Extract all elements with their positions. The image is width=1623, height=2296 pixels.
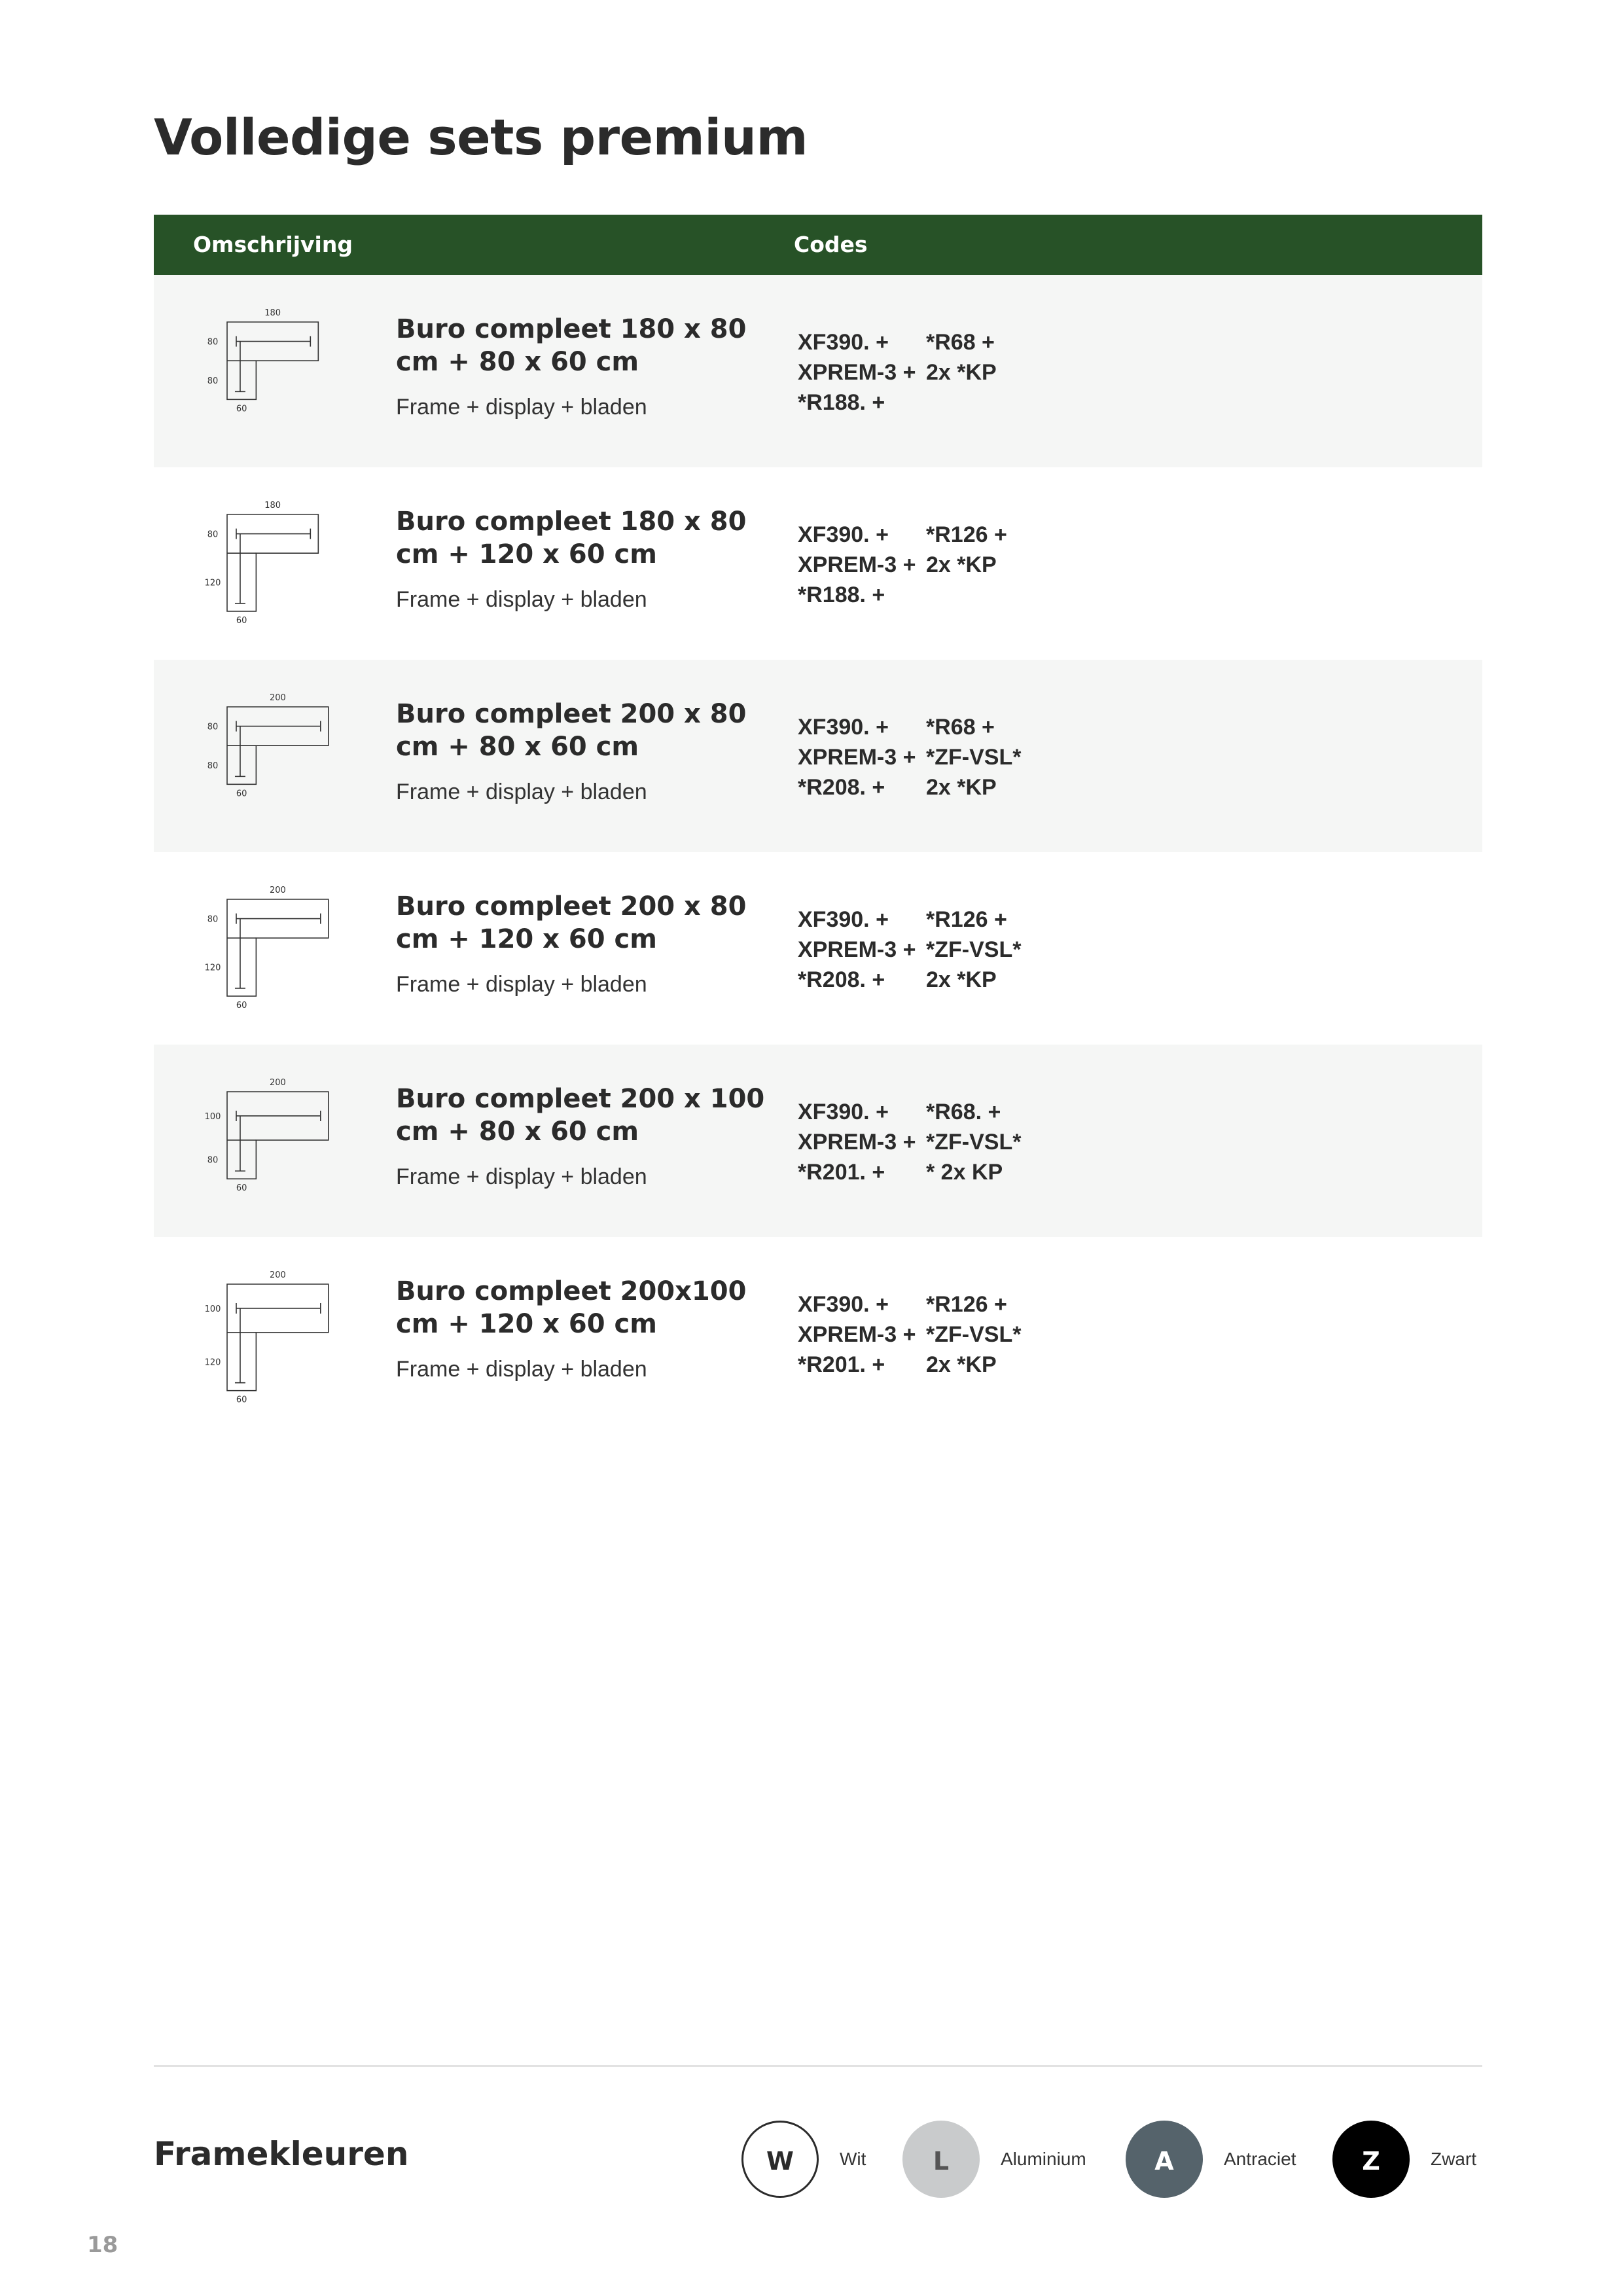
table-row <box>154 1237 1482 1429</box>
color-circle: W <box>741 2121 819 2198</box>
product-code: *R126 + <box>926 1292 1007 1317</box>
dim-label-depth: 100 <box>204 1304 221 1314</box>
product-subtitle: Frame + display + bladen <box>396 395 647 420</box>
codes-column-right <box>926 712 1021 802</box>
diagram-cell <box>193 689 337 826</box>
header-codes: Codes <box>794 232 868 257</box>
desk-outline <box>227 899 329 996</box>
dim-label-depth: 80 <box>207 529 219 540</box>
product-subtitle: Frame + display + bladen <box>396 972 647 997</box>
product-code: 2x *KP <box>926 1352 997 1377</box>
product-code: XPREM-3 + <box>798 745 916 770</box>
dim-label-return-length: 80 <box>207 1155 219 1166</box>
product-subtitle: Frame + display + bladen <box>396 1357 647 1382</box>
product-code: *R188. + <box>798 390 885 415</box>
product-code: XF390. + <box>798 1292 889 1317</box>
dim-label-return-width: 60 <box>236 404 247 414</box>
product-code: XF390. + <box>798 330 889 355</box>
footer-divider <box>154 2065 1482 2067</box>
dim-label-width: 200 <box>269 886 286 895</box>
codes-column-right <box>926 327 997 387</box>
desk-layout-diagram <box>193 881 337 1018</box>
dim-label-width: 180 <box>264 501 281 511</box>
diagram-cell <box>193 304 337 441</box>
product-code: 2x *KP <box>926 552 997 577</box>
desk-layout-diagram <box>193 496 337 634</box>
codes-column-right <box>926 1289 1021 1380</box>
color-label: Wit <box>840 2149 866 2169</box>
codes-column-left <box>798 1097 916 1187</box>
product-subtitle: Frame + display + bladen <box>396 780 647 804</box>
dim-label-width: 200 <box>269 693 286 703</box>
product-code: *ZF-VSL* <box>926 1322 1022 1347</box>
framekleuren-title: Framekleuren <box>154 2135 409 2173</box>
dim-label-return-length: 120 <box>204 578 221 588</box>
table-row <box>154 660 1482 852</box>
dim-label-return-length: 120 <box>204 963 221 973</box>
product-code: XPREM-3 + <box>798 552 916 577</box>
header-omschrijving: Omschrijving <box>193 232 353 257</box>
product-title: Buro compleet 180 x 80 cm + 80 x 60 cm <box>396 314 747 377</box>
color-circle: A <box>1126 2121 1203 2198</box>
product-title: Buro compleet 200 x 80 cm + 120 x 60 cm <box>396 891 747 954</box>
desk-outline <box>227 1284 329 1391</box>
dim-label-return-width: 60 <box>236 1000 247 1011</box>
desk-outline <box>227 514 318 611</box>
product-title: Buro compleet 200 x 80 cm + 80 x 60 cm <box>396 699 747 762</box>
product-code: *ZF-VSL* <box>926 1130 1022 1155</box>
product-code: XF390. + <box>798 715 889 740</box>
dim-label-return-length: 80 <box>207 376 219 386</box>
product-code: *R208. + <box>798 967 885 992</box>
dim-label-return-width: 60 <box>236 615 247 626</box>
page-title: Volledige sets premium <box>154 108 808 166</box>
dim-label-depth: 80 <box>207 722 219 732</box>
product-code: XPREM-3 + <box>798 937 916 962</box>
product-subtitle: Frame + display + bladen <box>396 587 647 612</box>
product-code: * 2x KP <box>926 1160 1003 1185</box>
page-number: 18 <box>87 2232 118 2258</box>
table-row <box>154 467 1482 660</box>
product-code: *ZF-VSL* <box>926 937 1022 962</box>
product-title: Buro compleet 180 x 80 cm + 120 x 60 cm <box>396 507 747 569</box>
codes-column-right <box>926 1097 1021 1187</box>
dim-label-return-length: 80 <box>207 761 219 771</box>
codes-column-right <box>926 520 1007 580</box>
dim-label-width: 200 <box>269 1078 286 1088</box>
dim-label-width: 200 <box>269 1270 286 1280</box>
dim-label-return-width: 60 <box>236 1395 247 1403</box>
diagram-cell <box>193 496 337 634</box>
product-code: *R201. + <box>798 1352 885 1377</box>
codes-column-left <box>798 712 916 802</box>
product-code: 2x *KP <box>926 360 997 385</box>
dim-label-depth: 80 <box>207 914 219 925</box>
product-code: *R68 + <box>926 330 995 355</box>
color-circle: Z <box>1332 2121 1410 2198</box>
product-code: XF390. + <box>798 907 889 932</box>
dim-label-return-length: 120 <box>204 1357 221 1368</box>
desk-layout-diagram <box>193 304 337 441</box>
product-code: *R126 + <box>926 522 1007 547</box>
diagram-cell <box>193 881 337 1018</box>
product-code: *R201. + <box>798 1160 885 1185</box>
product-code: XPREM-3 + <box>798 1130 916 1155</box>
table-row <box>154 1045 1482 1237</box>
product-title: Buro compleet 200x100 cm + 120 x 60 cm <box>396 1276 747 1339</box>
color-circle: L <box>902 2121 980 2198</box>
product-code: *R126 + <box>926 907 1007 932</box>
codes-column-left <box>798 327 916 418</box>
desk-outline <box>227 1092 329 1179</box>
table-row <box>154 852 1482 1045</box>
product-code: *R208. + <box>798 775 885 800</box>
dim-label-return-width: 60 <box>236 789 247 799</box>
dim-label-depth: 100 <box>204 1111 221 1122</box>
color-label: Zwart <box>1431 2149 1476 2169</box>
product-table <box>154 215 1482 1429</box>
frame-color-legend <box>741 2121 1482 2198</box>
color-label: Aluminium <box>1001 2149 1086 2169</box>
diagram-cell <box>193 1266 337 1403</box>
codes-column-left <box>798 520 916 610</box>
codes-column-right <box>926 905 1021 995</box>
product-code: XF390. + <box>798 1100 889 1124</box>
product-code: *R68. + <box>926 1100 1001 1124</box>
product-code: *R68 + <box>926 715 995 740</box>
product-code: *ZF-VSL* <box>926 745 1022 770</box>
table-row <box>154 275 1482 467</box>
product-code: XPREM-3 + <box>798 360 916 385</box>
table-body <box>154 275 1482 1429</box>
product-title: Buro compleet 200 x 100 cm + 80 x 60 cm <box>396 1084 765 1147</box>
desk-layout-diagram <box>193 1073 337 1211</box>
diagram-cell <box>193 1073 337 1211</box>
product-code: XF390. + <box>798 522 889 547</box>
codes-column-left <box>798 1289 916 1380</box>
product-subtitle: Frame + display + bladen <box>396 1164 647 1189</box>
product-code: *R188. + <box>798 583 885 607</box>
dim-label-width: 180 <box>264 308 281 318</box>
desk-layout-diagram <box>193 689 337 826</box>
product-code: XPREM-3 + <box>798 1322 916 1347</box>
desk-layout-diagram <box>193 1266 337 1403</box>
table-header <box>154 215 1482 275</box>
product-code: 2x *KP <box>926 967 997 992</box>
dim-label-depth: 80 <box>207 337 219 348</box>
product-code: 2x *KP <box>926 775 997 800</box>
dim-label-return-width: 60 <box>236 1183 247 1194</box>
color-label: Antraciet <box>1224 2149 1296 2169</box>
codes-column-left <box>798 905 916 995</box>
